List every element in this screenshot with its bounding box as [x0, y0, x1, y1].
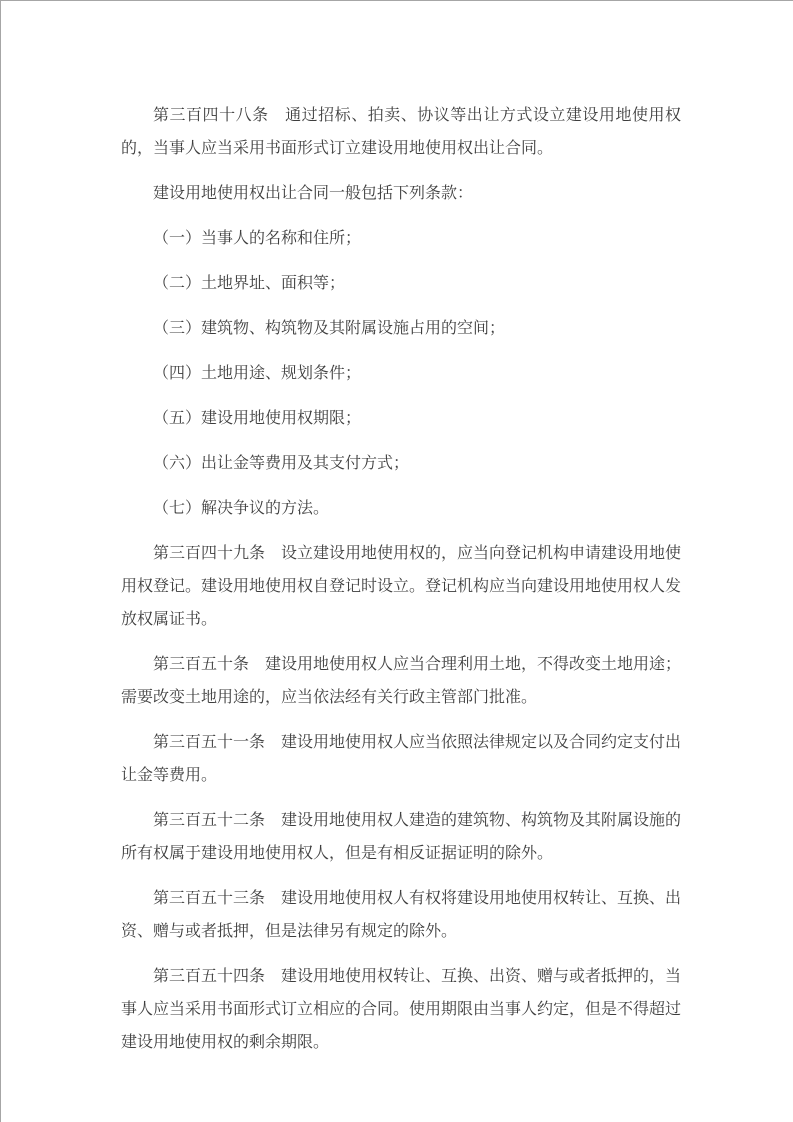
- paragraph-article-353: 第三百五十三条 建设用地使用权人有权将建设用地使用权转让、互换、出资、赠与或者抵押，但是法律另有规定的除外。: [121, 890, 682, 940]
- paragraph-article-348: 第三百四十八条 通过招标、拍卖、协议等出让方式设立建设用地使用权的，当事人应当采用书面形式订立建设用地使用权出让合同。: [121, 107, 681, 157]
- paragraph-article-352: 第三百五十二条 建设用地使用权人建造的建筑物、构筑物及其附属设施的所有权属于建设用地使用权人，但是有相反证据证明的除外。: [121, 812, 682, 862]
- document-body: [1, 1, 793, 1059]
- paragraph-article-349: 第三百四十九条 设立建设用地使用权的，应当向登记机构申请建设用地使用权登记。建设用地使用权自登记时设立。登记机构应当向建设用地使用权人发放权属证书。: [121, 545, 682, 628]
- paragraph-clause-7: （七）解决争议的方法。: [153, 500, 330, 517]
- paragraph-clause-2: （二）土地界址、面积等；: [153, 275, 346, 292]
- paragraph-article-350: 第三百五十条 建设用地使用权人应当合理利用土地，不得改变土地用途；需要改变土地用途的，应当依法经有关行政主管部门批准。: [121, 656, 682, 706]
- paragraph-clause-6: （六）出让金等费用及其支付方式；: [153, 455, 410, 472]
- paragraph-clause-5: （五）建设用地使用权期限；: [153, 410, 362, 427]
- paragraph-clauses-intro: 建设用地使用权出让合同一般包括下列条款：: [153, 185, 474, 202]
- paragraph-clause-4: （四）土地用途、规划条件；: [153, 365, 362, 382]
- paragraph-article-354: 第三百五十四条 建设用地使用权转让、互换、出资、赠与或者抵押的，当事人应当采用书面形式订立相应的合同。使用期限由当事人约定，但是不得超过建设用地使用权的剩余期限。: [121, 968, 682, 1051]
- paragraph-clause-3: （三）建筑物、构筑物及其附属设施占用的空间；: [153, 320, 506, 337]
- paragraph-article-351: 第三百五十一条 建设用地使用权人应当依照法律规定以及合同约定支付出让金等费用。: [121, 734, 682, 784]
- paragraph-clause-1: （一）当事人的名称和住所；: [153, 230, 362, 247]
